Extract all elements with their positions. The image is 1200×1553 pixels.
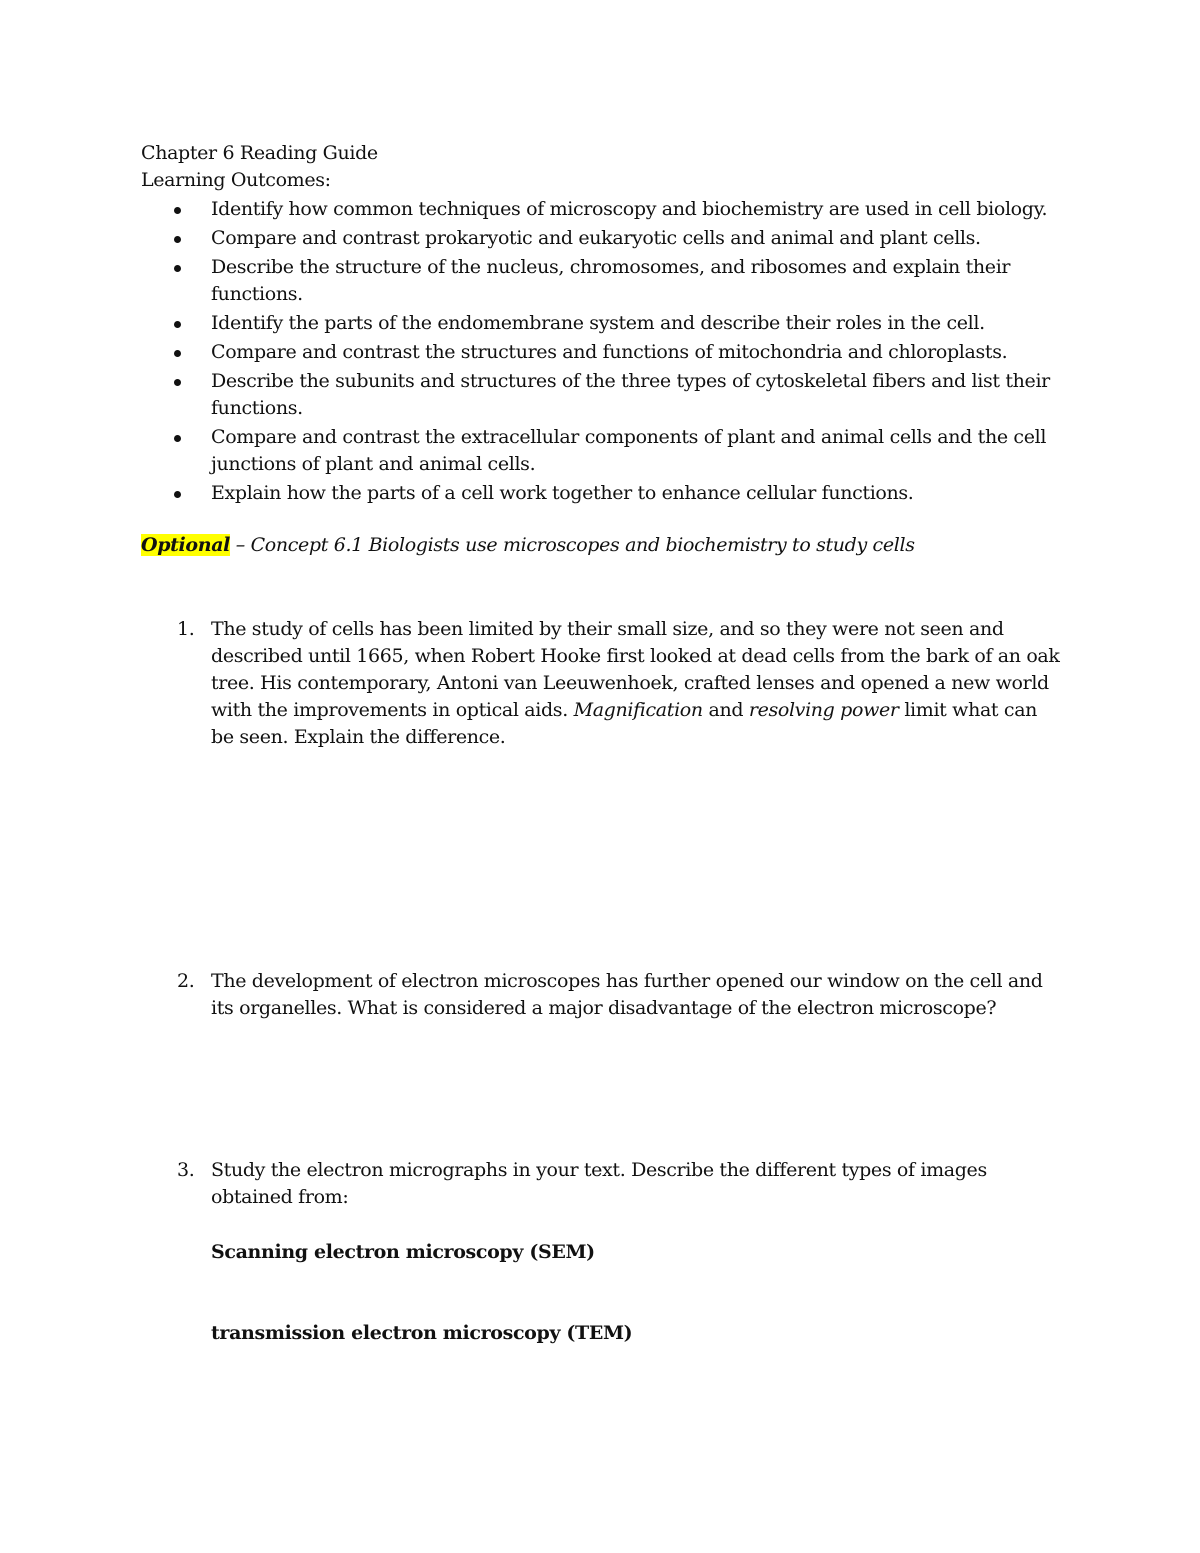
bullet-icon xyxy=(174,265,181,272)
bullet-icon xyxy=(174,491,181,498)
bullet-icon xyxy=(174,379,181,386)
question-text: Study the electron micrographs in your text. Describe the different types of images obtained from: xyxy=(211,1159,987,1208)
page-title: Chapter 6 Reading Guide xyxy=(141,142,378,164)
list-item: Compare and contrast the extracellular components of plant and animal cells and the cell junctions of plant and animal cells. xyxy=(141,424,1061,478)
bullet-icon xyxy=(174,435,181,442)
list-item: Compare and contrast the structures and functions of mitochondria and chloroplasts. xyxy=(141,339,1061,366)
document-page xyxy=(141,140,1061,559)
term-resolving-power: resolving power xyxy=(748,699,899,721)
list-item: Identify the parts of the endomembrane system and describe their roles in the cell. xyxy=(141,310,1061,337)
outcomes-list xyxy=(141,196,1061,507)
question-text: The study of cells has been limited by their small size, and so they were not seen and described until 1665, when Robert Hooke first looked at dead cells from the bark of an oak tree. His contemporary, Antoni van Leeuwenhoek, crafted lenses and opened a new world with the improvements in optical aids. Magnification and resolving power limit what can be seen. Explain the difference. xyxy=(211,618,1060,748)
concept-title: – Concept 6.1 Biologists use microscopes and biochemistry to study cells xyxy=(230,534,915,556)
sem-label: Scanning electron microscopy (SEM) xyxy=(211,1241,595,1263)
optional-highlight: Optional xyxy=(141,534,231,556)
term-magnification: Magnification xyxy=(573,699,703,721)
list-item: Compare and contrast prokaryotic and eukaryotic cells and animal and plant cells. xyxy=(141,225,1061,252)
question-3 xyxy=(141,1157,1061,1211)
question-1 xyxy=(141,616,1061,751)
question-number: 1. xyxy=(177,618,195,640)
learning-outcomes-heading: Learning Outcomes: xyxy=(141,169,331,191)
concept-heading xyxy=(141,532,1061,559)
bullet-icon xyxy=(174,236,181,243)
question-number: 2. xyxy=(177,970,195,992)
bullet-icon xyxy=(174,350,181,357)
tem-label: transmission electron microscopy (TEM) xyxy=(211,1322,633,1344)
list-item: Identify how common techniques of microscopy and biochemistry are used in cell biology. xyxy=(141,196,1061,223)
list-item: Explain how the parts of a cell work together to enhance cellular functions. xyxy=(141,480,1061,507)
question-number: 3. xyxy=(177,1159,195,1181)
question-text: The development of electron microscopes has further opened our window on the cell and its organelles. What is considered a major disadvantage of the electron microscope? xyxy=(211,970,1043,1019)
list-item: Describe the subunits and structures of the three types of cytoskeletal fibers and list their functions. xyxy=(141,368,1061,422)
bullet-icon xyxy=(174,321,181,328)
question-2 xyxy=(141,968,1061,1022)
list-item: Describe the structure of the nucleus, chromosomes, and ribosomes and explain their functions. xyxy=(141,254,1061,308)
bullet-icon xyxy=(174,207,181,214)
